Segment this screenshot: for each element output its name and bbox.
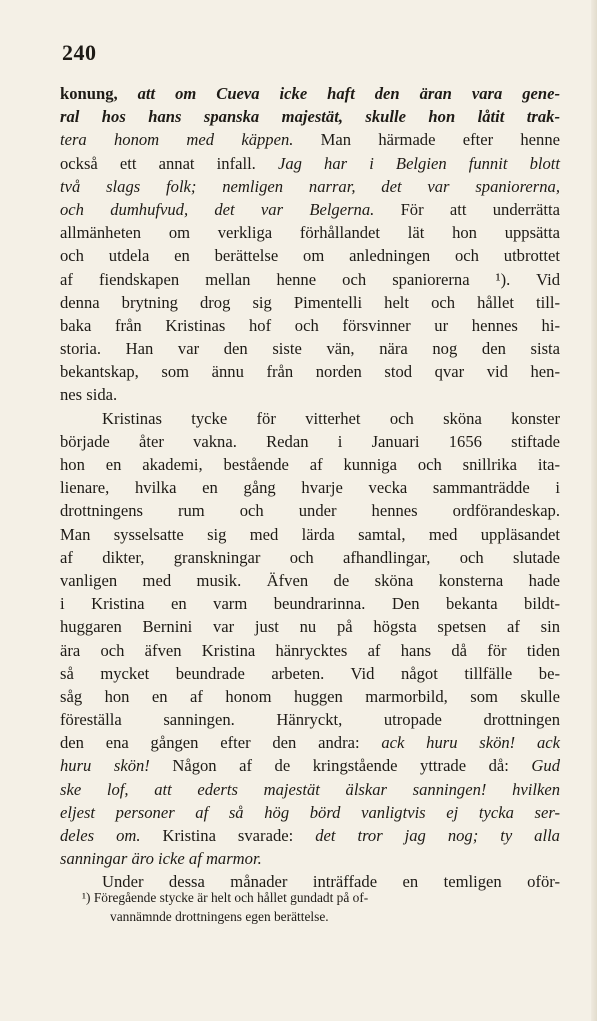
- text-segment: bekantskap, som ännu från norden stod qvar vid hen-: [60, 362, 560, 382]
- text-line: [60, 82, 560, 105]
- footnote-marker: ¹): [82, 890, 91, 905]
- text-line: [60, 105, 560, 128]
- text-line: [60, 778, 560, 801]
- text-segment: Man sysselsatte sig med lärda samtal, med uppläsandet: [60, 524, 560, 544]
- text-segment: lienare, hvilka en gång hvarje vecka sammanträdde i: [60, 478, 560, 498]
- text-line: [60, 337, 560, 360]
- text-segment: den ena gången efter den andra:: [60, 733, 382, 753]
- text-line: [60, 708, 560, 731]
- text-line: [60, 244, 560, 267]
- text-line: [60, 175, 560, 198]
- italic-phrase: ack huru skön! ack: [381, 733, 560, 753]
- text-line: [60, 383, 560, 406]
- italic-phrase: att om Cueva icke haft den äran vara gene-: [137, 84, 560, 103]
- text-line: [60, 639, 560, 662]
- text-line: [60, 731, 560, 754]
- page-edge: [591, 0, 597, 1021]
- text-segment: och utdela en berättelse om anledningen och utbrottet: [60, 246, 560, 266]
- text-segment: också ett annat infall.: [60, 153, 278, 173]
- text-line: [60, 476, 560, 499]
- text-line: [60, 221, 560, 244]
- text-segment: af fiendskapen mellan henne och spaniorerna ¹). Vid: [60, 269, 560, 289]
- italic-phrase: huru skön!: [60, 756, 150, 776]
- text-line: [60, 499, 560, 522]
- text-line: [60, 198, 560, 221]
- text-segment: För att underrätta: [374, 199, 560, 219]
- text-segment: storia. Han var den siste vän, nära nog den sista: [60, 339, 560, 359]
- text-segment: så mycket beundrade arbeten. Vid något tillfälle be-: [60, 663, 560, 683]
- italic-phrase: och dumhufvud, det var Belgerna.: [60, 199, 375, 219]
- italic-phrase: Gud: [531, 756, 560, 776]
- text-line: [60, 569, 560, 592]
- text-segment: hon en akademi, bestående af kunniga och snillrika ita-: [60, 455, 560, 474]
- text-line: [60, 523, 560, 546]
- text-segment: i Kristina en varm beundrarinna. Den bekanta bildt-: [60, 594, 560, 614]
- text-segment: baka från Kristinas hof och försvinner ur hennes hi-: [60, 315, 560, 335]
- footnote: [60, 888, 560, 926]
- text-line: [60, 685, 560, 708]
- italic-phrase: ral hos hans spanska majestät, skulle hon låtit trak-: [60, 107, 560, 127]
- italic-phrase: sanningar äro icke af marmor.: [60, 849, 262, 869]
- text-segment: drottningens rum och under hennes ordförandeskap.: [60, 501, 560, 521]
- text-line: [60, 847, 560, 870]
- body-text: [60, 82, 560, 894]
- text-line: [60, 615, 560, 638]
- text-line: [60, 801, 560, 824]
- text-segment: vanligen med musik. Äfven de sköna konsterna hade: [60, 570, 560, 590]
- italic-phrase: det tror jag nog; ty alla: [315, 826, 560, 845]
- italic-phrase: två slags folk; nemligen narrar, det var spaniorerna,: [60, 176, 560, 196]
- text-segment: föreställa sanningen. Hänryckt, utropade drottningen: [60, 710, 560, 730]
- text-segment: Under dessa månader inträffade en temligen oför-: [102, 872, 560, 892]
- text-line: [60, 291, 560, 314]
- italic-phrase: tera honom med käppen.: [60, 130, 294, 150]
- text-line: [60, 453, 560, 476]
- text-segment: Kristina svarade:: [140, 826, 316, 845]
- text-line: [60, 430, 560, 453]
- text-line: [60, 152, 560, 175]
- text-line: [60, 268, 560, 291]
- text-line: [60, 360, 560, 383]
- text-segment: ära och äfven Kristina hänrycktes af hans då för tiden: [60, 640, 560, 660]
- page-number: 240: [62, 40, 97, 65]
- italic-phrase: Jag har i Belgien funnit blott: [277, 153, 560, 173]
- text-segment: allmänheten om verkliga förhållandet lät hon uppsätta: [60, 223, 560, 243]
- footnote-line: [60, 888, 560, 907]
- text-line: [60, 546, 560, 569]
- text-segment: Man härmade efter henne: [293, 130, 560, 150]
- text-segment: såg hon en af honom huggen marmorbild, som skulle: [60, 686, 560, 706]
- text-segment: denna brytning drog sig Pimentelli helt och hållet till-: [60, 292, 560, 312]
- text-segment: Kristinas tycke för vitterhet och sköna konster: [102, 408, 560, 428]
- italic-phrase: deles om.: [60, 826, 141, 845]
- text-line: [60, 592, 560, 615]
- text-line: [60, 128, 560, 151]
- italic-phrase: eljest personer af så hög börd vanligtvis ej tycka ser-: [60, 802, 560, 822]
- text-line: [60, 662, 560, 685]
- text-segment: konung,: [60, 84, 138, 103]
- footnote-text-1: Föregående stycke är helt och hållet gundadt på of-: [93, 890, 369, 905]
- text-line: [60, 824, 560, 847]
- footnote-line: vannämnde drottningens egen berättelse.: [110, 909, 329, 924]
- text-segment: huggaren Bernini var just nu på högsta spetsen af sin: [60, 617, 560, 637]
- italic-phrase: ske lof, att ederts majestät älskar sanningen! hvilken: [60, 779, 560, 799]
- text-line: [60, 407, 560, 430]
- text-segment: började åter vakna. Redan i Januari 1656 stiftade: [60, 431, 560, 451]
- text-line: [60, 314, 560, 337]
- text-segment: Någon af de kringstående yttrade då:: [149, 756, 532, 776]
- text-line: [60, 754, 560, 777]
- text-segment: nes sida.: [60, 385, 118, 405]
- text-segment: af dikter, granskningar och afhandlingar, och slutade: [60, 547, 560, 567]
